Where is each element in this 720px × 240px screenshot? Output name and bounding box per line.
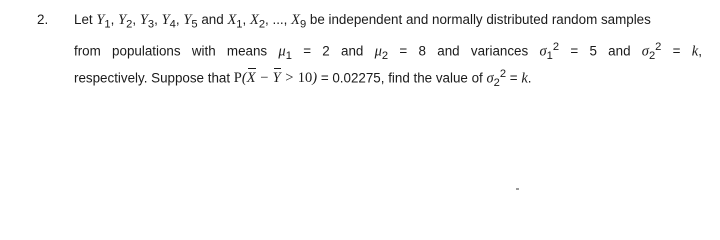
problem-line-1: Let $Y_1$, $Y_2$, $Y_3$, $Y_4$, $Y_5$ and $X_1$, $X_2$, ..., $X_9$ be independent and normally distributed random samples: [74, 12, 651, 31]
problem-line-2: from populations with means $\mu_1 = 2$ and $\mu_2 = 8$ and variances $\sigma_1^2 = 5$ and $\sigma_2^2 = k$,: [74, 41, 702, 63]
problem-number: 2.: [37, 12, 49, 27]
problem-line-3: respectively. Suppose that P(X − Y > 10) = 0.02275, find the value of $\sigma_2^2 = k$.: [74, 68, 532, 90]
stray-mark: [516, 188, 519, 190]
